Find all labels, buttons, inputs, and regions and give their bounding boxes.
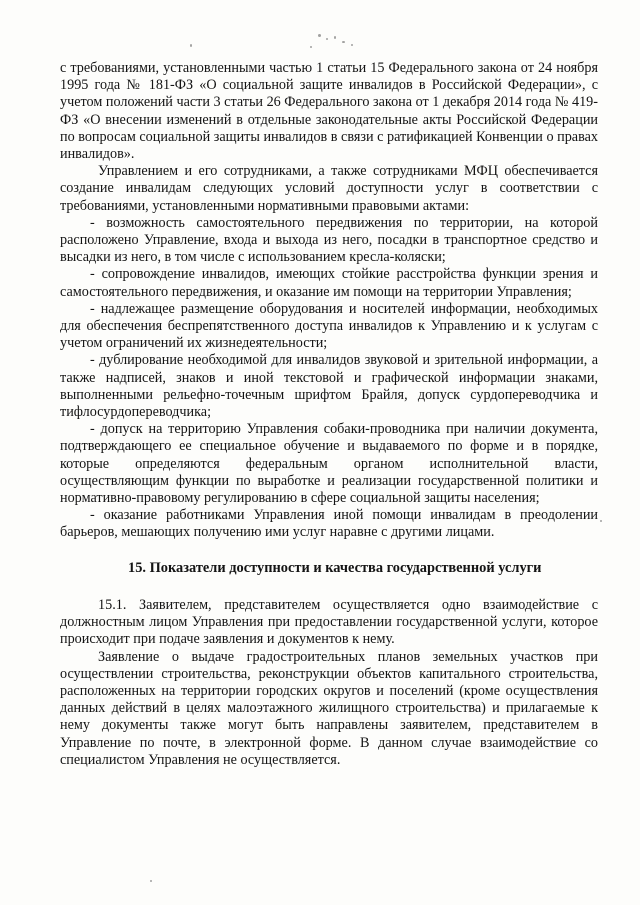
scan-speck bbox=[351, 44, 353, 46]
list-item: - оказание работниками Управления иной помощи инвалидам в преодолении барьеров, мешающих получению ими услуг наравне с другими лицами. bbox=[60, 507, 598, 541]
list-item: - дублирование необходимой для инвалидов звуковой и зрительной информации, а также надписей, знаков и иной текстовой и графической информации знаками, выполненными рельефно-точечным шрифтом Брайля, допуск сурдопереводчика и тифлосурдопереводчика; bbox=[60, 352, 598, 421]
scan-speck bbox=[318, 34, 321, 37]
list-item: - сопровождение инвалидов, имеющих стойкие расстройства функции зрения и самостоятельного передвижения, и оказание им помощи на территории Управления; bbox=[60, 266, 598, 300]
scan-speck bbox=[150, 880, 152, 882]
scan-speck bbox=[342, 41, 345, 43]
document-body bbox=[60, 60, 598, 769]
body-paragraph: Заявление о выдаче градостроительных планов земельных участков при осуществлении строительства, реконструкции объектов капитального строительства, расположенных на территории городских округов и поселений (кроме осуществления данных действий в целях малоэтажного жилищного строительства) и прилагаемые к нему документы также могут быть направлены заявителем, представителем в Управление по почте, в электронной форме. В данном случае взаимодействие со специалистом Управления не осуществляется. bbox=[60, 648, 598, 768]
body-paragraph: 15.1. Заявителем, представителем осуществляется одно взаимодействие с должностным лицом Управления при предоставлении государственной услуги, которое происходит при подаче заявления и документов к нему. bbox=[60, 596, 598, 648]
list-item: - допуск на территорию Управления собаки-проводника при наличии документа, подтверждающего ее специальное обучение и выдаваемого по форме и в порядке, которые определяются федеральным органом исполнительной власти, осуществляющим функции по выработке и реализации государственной политики и нормативно-правовому регулированию в сфере социальной защиты населения; bbox=[60, 421, 598, 507]
scan-speck bbox=[190, 44, 192, 47]
list-item: - возможность самостоятельного передвижения по территории, на которой расположено Управление, входа и выхода из него, посадки в транспортное средство и высадки из него, в том числе с использованием кресла-коляски; bbox=[60, 214, 598, 266]
scan-speck bbox=[334, 36, 336, 39]
scan-speck bbox=[600, 520, 602, 522]
scan-speck bbox=[326, 38, 328, 40]
body-paragraph: Управлением и его сотрудниками, а также сотрудниками МФЦ обеспечивается создание инвалидам следующих условий доступности услуг в соответствии с требованиями, установленными нормативными правовыми актами: bbox=[60, 163, 598, 214]
list-item: - надлежащее размещение оборудования и носителей информации, необходимых для обеспечения беспрепятственного доступа инвалидов к Управлению и к услугам с учетом ограничений их жизнедеятельности; bbox=[60, 300, 598, 352]
scan-speck bbox=[310, 46, 312, 48]
body-paragraph: с требованиями, установленными частью 1 статьи 15 Федерального закона от 24 ноября 1995 года № 181-ФЗ «О социальной защите инвалидов в Российской Федерации», с учетом положений части 3 статьи 26 Федерального закона от 1 декабря 2014 года № 419-ФЗ «О внесении изменений в отдельные законодательные акты Российской Федерации по вопросам социальной защиты инвалидов в связи с ратификацией Конвенции о правах инвалидов». bbox=[60, 60, 598, 163]
section-heading: 15. Показатели доступности и качества государственной услуги bbox=[128, 559, 542, 576]
